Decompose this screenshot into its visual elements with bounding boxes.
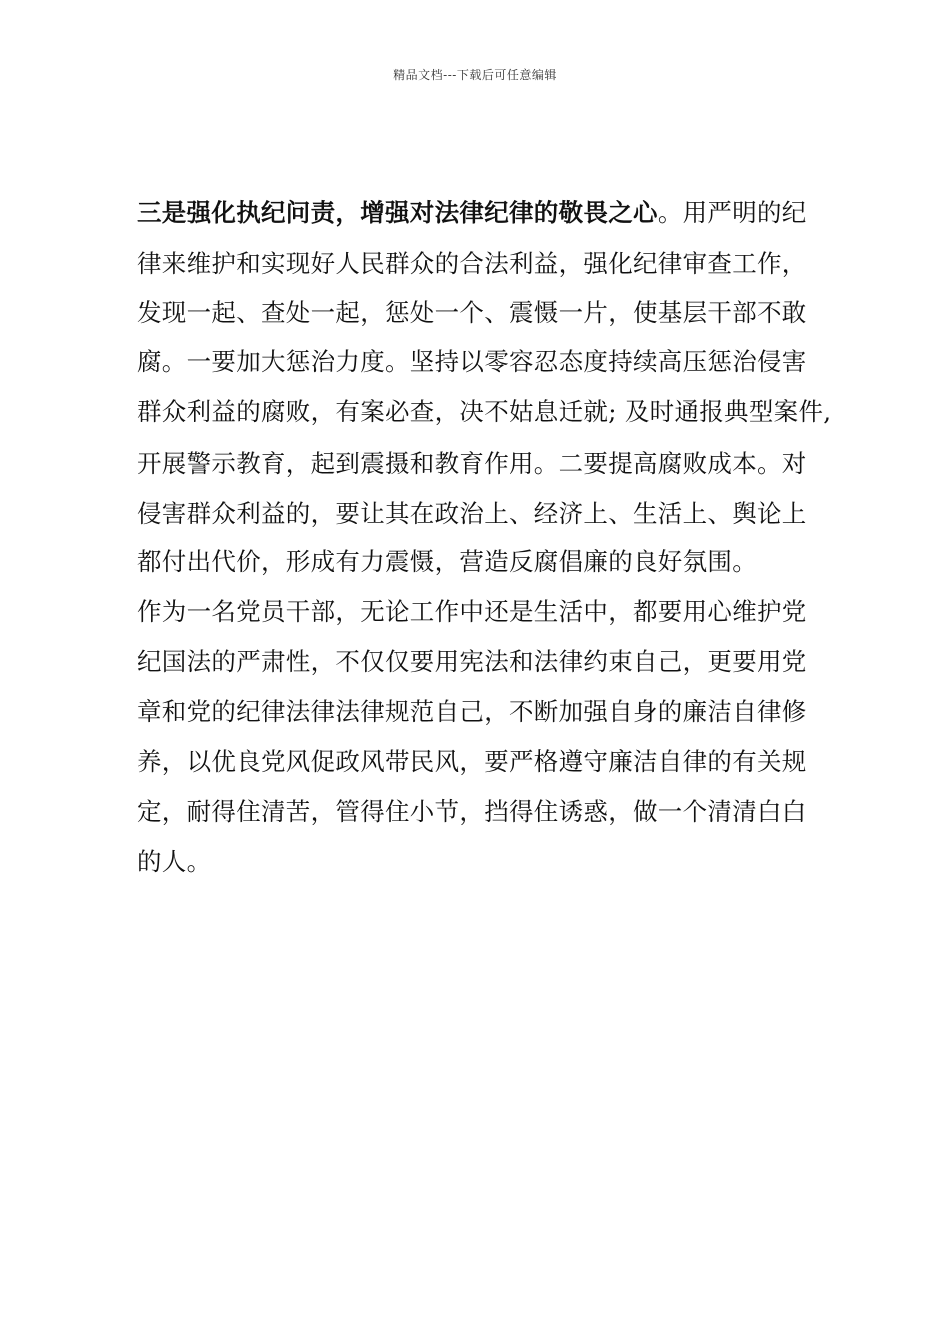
body-line-10: 纪国法的严肃性，不仅仅要用宪法和法律约束自己，更要用党 bbox=[137, 647, 807, 676]
body-line-4: 腐。一要加大惩治力度。坚持以零容忍态度持续高压惩治侵害 bbox=[137, 347, 807, 376]
body-line-12: 养，以优良党风促政风带民风，要严格遵守廉洁自律的有关规 bbox=[137, 747, 807, 776]
body-line-8: 都付出代价，形成有力震慑，营造反腐倡廉的良好氛围。 bbox=[137, 547, 757, 576]
body-line-1-text: 。用严明的纪 bbox=[657, 198, 807, 227]
body-line-3: 发现一起、查处一起，惩处一个、震慑一片，使基层干部不敢 bbox=[137, 298, 807, 327]
body-line-6: 开展警示教育，起到震摄和教育作用。二要提高腐败成本。对 bbox=[137, 449, 807, 478]
body-line-13: 定，耐得住清苦，管得住小节，挡得住诱惑，做一个清清白白 bbox=[137, 797, 807, 826]
page-header: 精品文档---下载后可任意编辑 bbox=[393, 68, 557, 82]
body-line-7: 侵害群众利益的，要让其在政治上、经济上、生活上、舆论上 bbox=[137, 499, 807, 528]
body-line-14: 的人。 bbox=[137, 847, 212, 876]
body-line-5: 群众利益的腐败，有案必查，决不姑息迁就; 及时通报典型案件, bbox=[137, 397, 832, 426]
body-line-9: 作为一名党员干部，无论工作中还是生活中，都要用心维护党 bbox=[137, 597, 807, 626]
body-line-2: 律来维护和实现好人民群众的合法利益，强化纪律审查工作， bbox=[137, 249, 807, 278]
body-line-11: 章和党的纪律法律法律规范自己，不断加强自身的廉洁自律修 bbox=[137, 697, 807, 726]
bold-heading-phrase: 三是强化执纪问责，增强对法律纪律的敬畏之心 bbox=[137, 198, 658, 227]
body-line-1 bbox=[137, 198, 807, 228]
